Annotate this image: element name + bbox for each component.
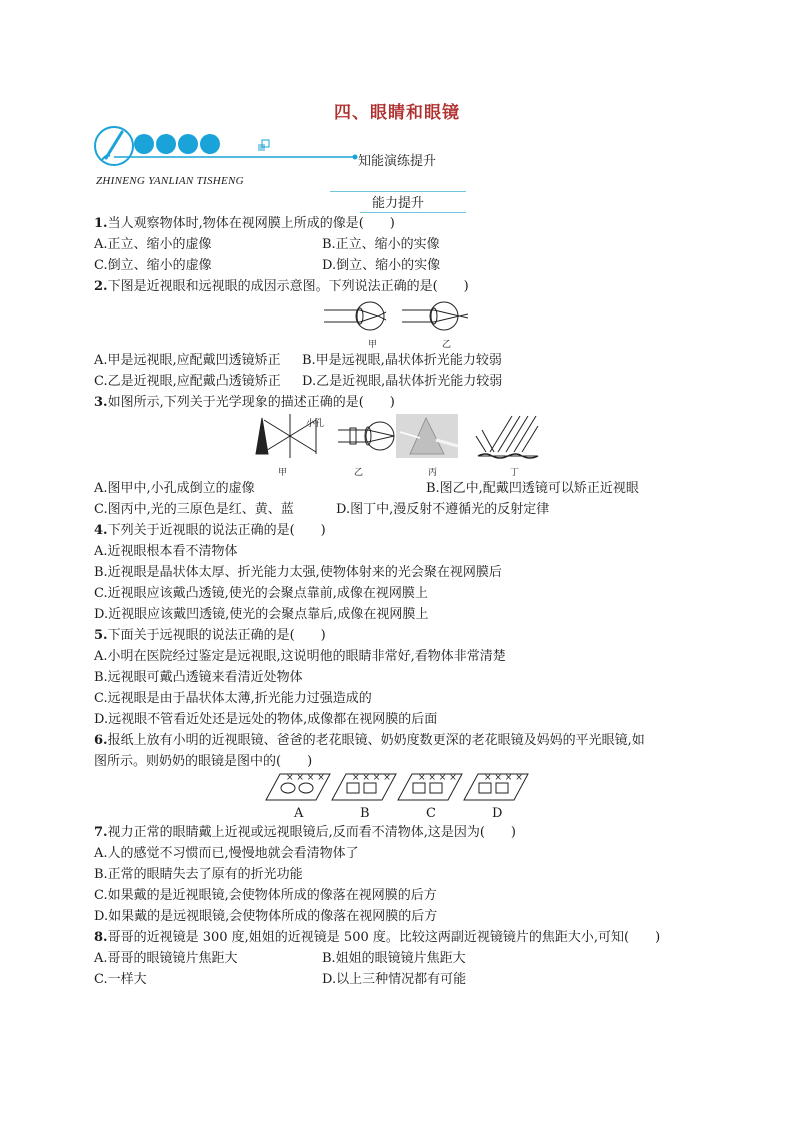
q6-fig-marks-b: × × × × <box>352 773 391 783</box>
q3-option-c: C.图丙中,光的三原色是红、黄、蓝 <box>94 502 294 517</box>
question-4: 4.下列关于近视眼的说法正确的是( ) <box>94 523 326 538</box>
question-5: 5.下面关于远视眼的说法正确的是( ) <box>94 628 326 643</box>
q3-fig-label-jia: 甲 <box>278 468 288 478</box>
q2-fig-label-yi: 乙 <box>442 340 452 350</box>
q3-fig-label-bing: 丙 <box>428 468 438 478</box>
optics-phenomena-figure <box>250 412 540 462</box>
q4-option-a: A.近视眼根本看不清物体 <box>94 544 238 559</box>
q4-option-c: C.近视眼应该戴凸透镜,使光的会聚点靠前,成像在视网膜上 <box>94 586 428 601</box>
q6-fig-label-b: B <box>360 806 370 821</box>
q1-option-c: C.倒立、缩小的虚像 <box>94 258 212 273</box>
q8-option-b: B.姐姐的眼镜镜片焦距大 <box>322 951 466 966</box>
banner-subtitle: ZHINENG YANLIAN TISHENG <box>96 175 244 187</box>
q1-option-d: D.倒立、缩小的实像 <box>322 258 441 273</box>
q4-option-b: B.近视眼是晶状体太厚、折光能力太强,使物体射来的光会聚在视网膜后 <box>94 565 502 580</box>
q3-option-d: D.图丁中,漫反射不遵循光的反射定律 <box>336 502 550 517</box>
q3-option-b: B.图乙中,配戴凹透镜可以矫正近视眼 <box>426 481 639 496</box>
q5-option-c: C.远视眼是由于晶状体太薄,折光能力过强造成的 <box>94 691 372 706</box>
question-6: 6.报纸上放有小明的近视眼镜、爸爸的老花眼镜、奶奶度数更深的老花眼镜及妈妈的平光眼镜,如 <box>94 733 645 748</box>
section-line-top <box>330 191 466 192</box>
section-title: 能力提升 <box>371 196 424 211</box>
page-title: 四、眼睛和眼镜 <box>334 103 460 123</box>
q1-option-a: A.正立、缩小的虚像 <box>94 237 212 252</box>
q3-option-a: A.图甲中,小孔成倒立的虚像 <box>94 481 255 496</box>
q2-option-c: C.乙是近视眼,应配戴凸透镜矫正 <box>94 374 281 389</box>
q8-option-d: D.以上三种情况都有可能 <box>322 972 467 987</box>
q7-option-c: C.如果戴的是近视眼镜,会使物体所成的像落在视网膜的后方 <box>94 888 437 903</box>
q6-fig-label-c: C <box>426 806 436 821</box>
q6-fig-marks-a: × × × × <box>286 773 325 783</box>
q6-fig-label-d: D <box>492 806 503 821</box>
q7-option-b: B.正常的眼睛失去了原有的折光功能 <box>94 867 303 882</box>
q3-fig-label-ding: 丁 <box>510 468 520 478</box>
q4-option-d: D.近视眼应该戴凹透镜,使光的会聚点靠后,成像在视网膜上 <box>94 607 429 622</box>
q7-option-a: A.人的感觉不习惯而已,慢慢地就会看清物体了 <box>94 846 359 861</box>
q7-option-d: D.如果戴的是远视眼镜,会使物体所成的像落在视网膜的后方 <box>94 909 438 924</box>
q2-option-b: B.甲是远视眼,晶状体折光能力较弱 <box>302 353 502 368</box>
q2-option-d: D.乙是近视眼,晶状体折光能力较弱 <box>302 374 503 389</box>
q3-fig-label-yi: 乙 <box>354 468 364 478</box>
q1-option-b: B.正立、缩小的实像 <box>322 237 440 252</box>
question-8: 8.哥哥的近视镜是 300 度,姐姐的近视镜是 500 度。比较这两副近视镜镜片的焦距大小,可知( ) <box>94 930 661 945</box>
q5-option-d: D.远视眼不管看近处还是远处的物体,成像都在视网膜的后面 <box>94 712 438 727</box>
question-3: 3.如图所示,下列关于光学现象的描述正确的是( ) <box>94 395 395 410</box>
question-6-cont: 图所示。则奶奶的眼镜是图中的( ) <box>94 754 313 769</box>
q2-fig-label-jia: 甲 <box>368 340 378 350</box>
section-header <box>330 192 466 211</box>
q2-option-a: A.甲是远视眼,应配戴凹透镜矫正 <box>94 353 281 368</box>
q5-option-b: B.远视眼可戴凸透镜来看清近处物体 <box>94 670 303 685</box>
q6-fig-marks-c: × × × × <box>418 773 457 783</box>
question-1: 1.当人观察物体时,物体在视网膜上所成的像是( ) <box>94 216 395 231</box>
q5-option-a: A.小明在医院经过鉴定是远视眼,这说明他的眼睛非常好,看物体非常清楚 <box>94 649 506 664</box>
q6-fig-marks-d: × × × × <box>484 773 523 783</box>
q6-fig-label-a: A <box>294 806 304 821</box>
q8-option-a: A.哥哥的眼镜镜片焦距大 <box>94 951 238 966</box>
q8-option-c: C.一样大 <box>94 972 147 987</box>
banner-label: 知能演练提升 <box>358 154 437 169</box>
eye-diagram-figure <box>322 298 472 338</box>
question-2: 2.下图是近视眼和远视眼的成因示意图。下列说法正确的是( ) <box>94 279 469 294</box>
q3-pinhole-label: 小孔 <box>306 419 325 429</box>
section-line-bottom <box>360 212 466 213</box>
question-7: 7.视力正常的眼睛戴上近视或远视眼镜后,反而看不清物体,这是因为( ) <box>94 825 516 840</box>
